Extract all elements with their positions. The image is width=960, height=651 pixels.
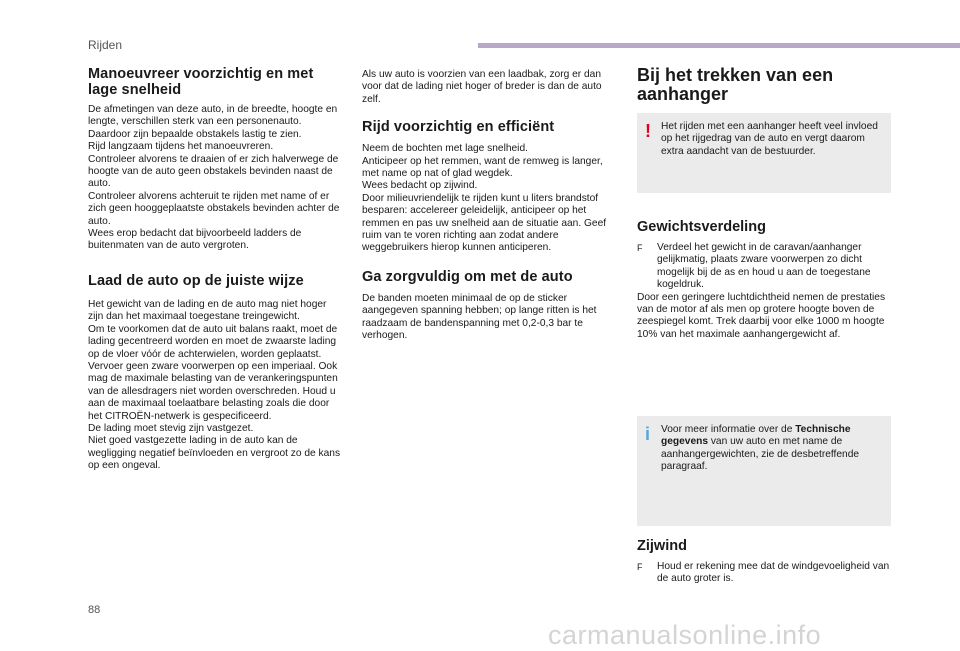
paragraph-cargo-bed: Als uw auto is voorzien van een laadbak, zorg er dan voor dat de lading niet hoger of breder is dan de auto zelf. <box>362 69 602 105</box>
bullet-crosswind <box>637 561 891 586</box>
heading-drive-carefully: Rijd voorzichtig en efficiënt <box>362 119 555 136</box>
info-text-suffix: van uw auto en met name de aanhangergewichten, zie de desbetreffende paragraaf. <box>661 436 860 473</box>
paragraph-manoeuvre: De afmetingen van deze auto, in de breedte, hoogte en lengte, verschillen sterk van een personenauto. Daardoor zijn bepaalde obstakels lastig te zien. Rijd langzaam tijdens het manoeuvreren. Controleer alvorens te draaien of er zich halverwege de hoogte van de auto geen obstakels bevinden naast de auto. Controleer alvorens achteruit te rijden met name of er zich geen hooggeplaatste obstakels bevinden achter de auto. Wees erop bedacht dat bijvoorbeeld ladders de buitenmaten van de auto vergroten. <box>88 104 340 252</box>
info-text-prefix: Voor meer informatie over de <box>661 424 796 435</box>
info-box <box>637 416 891 526</box>
warning-icon: ! <box>645 121 651 141</box>
heading-vehicle-care: Ga zorgvuldig om met de auto <box>362 268 573 285</box>
info-link-technical-data: Technische gegevens <box>661 424 851 448</box>
bullet-marker-icon: F <box>637 243 643 253</box>
info-icon: i <box>645 424 651 444</box>
heading-manoeuvre: Manoeuvreer voorzichtig en met lage snelheid <box>88 66 314 98</box>
crosswind-section <box>637 538 891 586</box>
warning-box <box>637 113 891 193</box>
paragraph-drive-carefully: Neem de bochten met lage snelheid. Anticipeer op het remmen, want de remweg is langer, met name op nat of glad wegdek. Wees bedacht op zijwind. Door milieuvriendelijk te rijden kunt u liters brandstof besparen: accelereer geleidelijk, anticipeer op het remmen en pas uw snelheid aan de situatie aan. Geef ruim van te voren richting aan zodat andere weggebruikers hierop kunnen anticiperen. <box>362 143 607 254</box>
heading-crosswind: Zijwind <box>637 538 687 554</box>
paragraph-load: Het gewicht van de lading en de auto mag niet hoger zijn dan het maximaal toegestane treingewicht. Om te voorkomen dat de auto uit balans raakt, moet de lading gecentreerd worden en moet de zwaarste lading op de vloer vóór de achterwielen, worden geplaatst. Vervoer geen zware voorwerpen op een imperiaal. Ook mag de maximale belasting van de verankeringspunten van de allesdragers niet worden overschreden. Houd u aan de maximaal toelaatbare belasting zoals die door het CITROËN-netwerk is gespecificeerd. De lading moet stevig zijn vastgezet. Niet goed vastgezette lading in de auto kan de wegligging negatief beïnvloeden en vergroot zo de kans op een ongeval. <box>88 298 341 472</box>
heading-load: Laad de auto op de juiste wijze <box>88 272 304 289</box>
watermark: carmanualsonline.info <box>548 620 822 650</box>
column-2 <box>362 69 616 343</box>
bullet-marker-icon: F <box>637 562 643 572</box>
column-3 <box>637 66 891 341</box>
bullet-weight-text: Verdeel het gewicht in de caravan/aanhanger gelijkmatig, plaats zware voorwerpen zo dicht mogelijk bij de as en houd u aan de toegestane kogeldruk. <box>657 242 871 291</box>
heading-towing: Bij het trekken van een aanhanger <box>637 65 834 104</box>
bullet-weight <box>637 242 891 292</box>
page-number: 88 <box>88 604 101 616</box>
info-text <box>661 424 881 474</box>
paragraph-vehicle-care: De banden moeten minimaal de op de sticker aangegeven spanning hebben; op lange ritten is het raadzaam de bandenspanning met 0,2-0,3 bar te verhogen. <box>362 292 597 342</box>
header-bar <box>478 43 960 48</box>
warning-text: Het rijden met een aanhanger heeft veel invloed op het rijgedrag van de auto en vergt daarom extra aandacht van de bestuurder. <box>661 121 878 157</box>
section-header-label: Rijden <box>88 38 123 52</box>
heading-weight-distribution: Gewichtsverdeling <box>637 219 766 235</box>
column-1 <box>88 66 344 473</box>
paragraph-altitude: Door een geringere luchtdichtheid nemen de prestaties van de motor af als men op grotere hoogte boven de zeespiegel komt. Trek daarbij voor elke 1000 m hoogte 10% van het maximale aanhangergewicht af. <box>637 291 886 340</box>
bullet-crosswind-text: Houd er rekening mee dat de windgevoeligheid van de auto groter is. <box>657 561 890 585</box>
